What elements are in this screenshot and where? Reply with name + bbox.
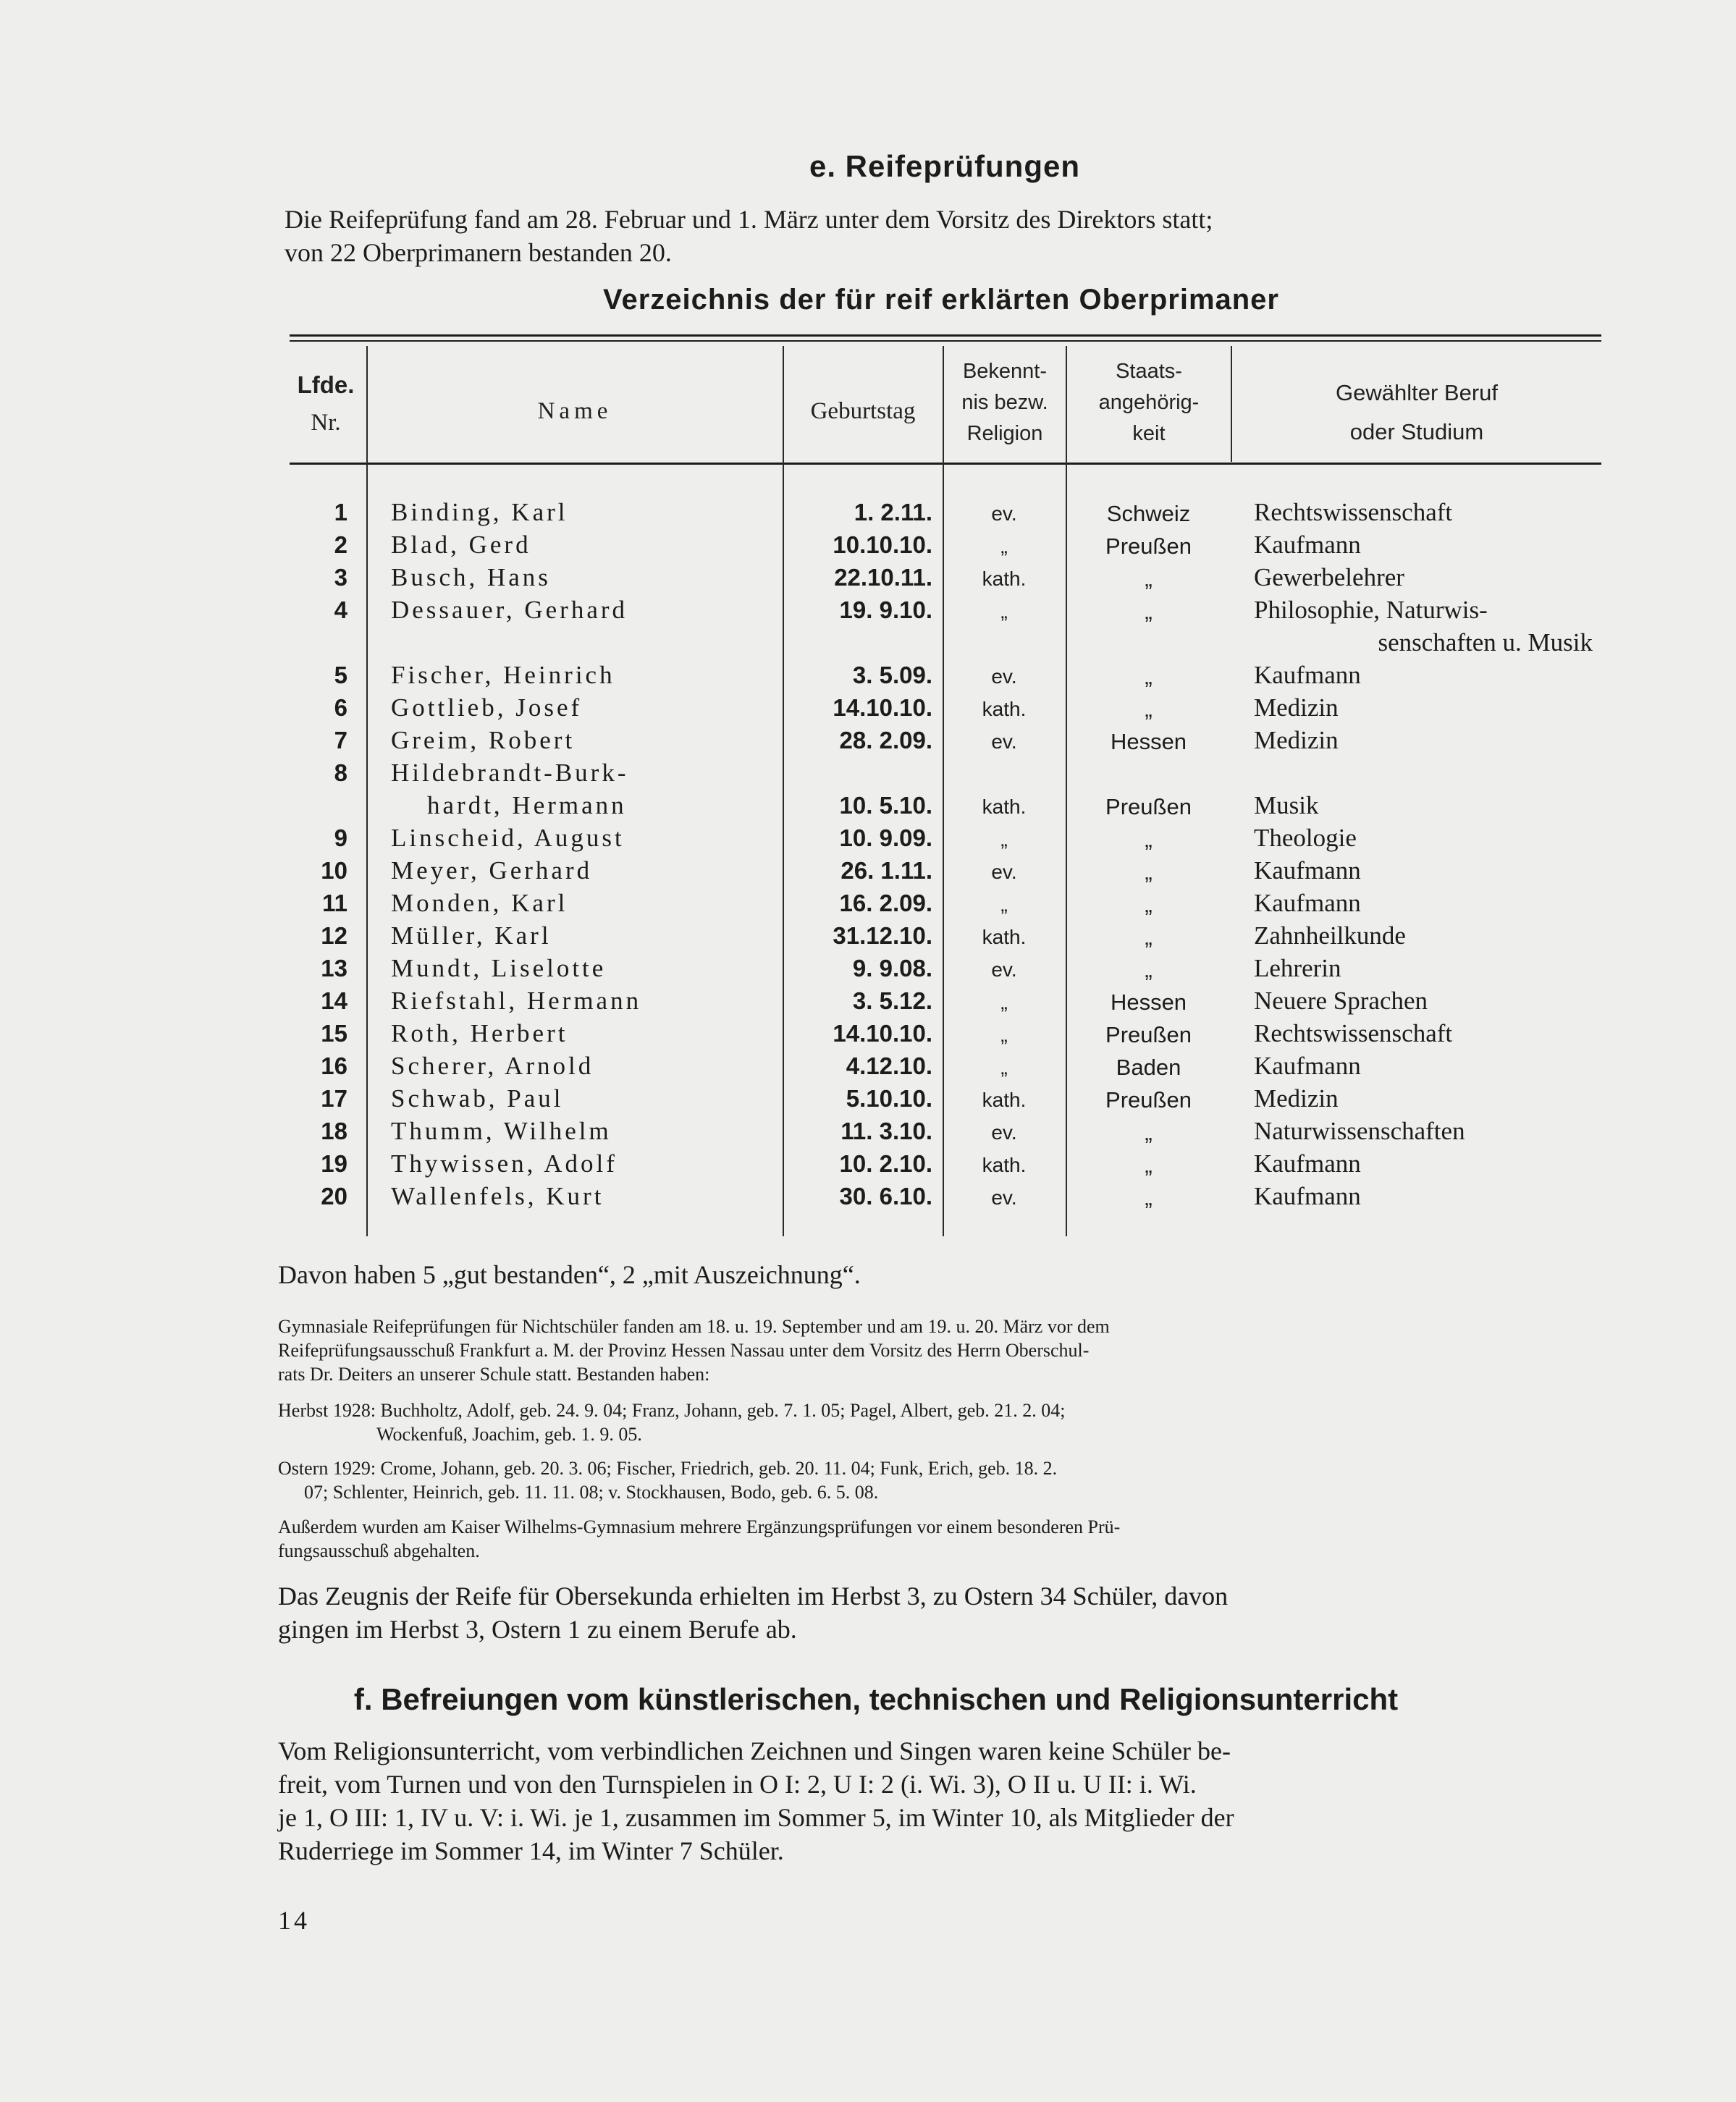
row-name: Schwab, Paul (391, 1084, 564, 1113)
row-number: 16 (321, 1052, 347, 1079)
row-citizenship: Baden (1116, 1055, 1181, 1080)
row-citizenship: „ (1145, 1120, 1153, 1145)
row-citizenship: „ (1145, 566, 1153, 591)
header-citizenship-line2: angehörig- (1098, 391, 1200, 414)
row-number: 15 (321, 1020, 347, 1047)
row-religion: „ (1000, 1023, 1008, 1046)
row-birthday: 10. 9.09. (839, 824, 932, 851)
row-career: Kaufmann (1254, 1052, 1361, 1080)
row-number: 8 (334, 759, 347, 786)
row-name: Roth, Herbert (391, 1019, 568, 1047)
row-religion: ev. (991, 1121, 1017, 1144)
row-name: Binding, Karl (391, 498, 568, 526)
row-name: Monden, Karl (391, 889, 568, 917)
section-f-line-3: je 1, O III: 1, IV u. V: i. Wi. je 1, zusammen im Sommer 5, im Winter 10, als Mitglieder der (278, 1803, 1234, 1832)
obersekunda-line-2: gingen im Herbst 3, Ostern 1 zu einem Berufe ab. (278, 1615, 797, 1644)
row-name: Thywissen, Adolf (391, 1149, 618, 1178)
section-f-heading: f. Befreiungen vom künstlerischen, technischen und Religionsunterricht (353, 1682, 1399, 1716)
row-name: Scherer, Arnold (391, 1052, 594, 1080)
header-name: Name (537, 398, 612, 424)
row-religion: ev. (991, 1186, 1017, 1209)
row-birthday: 31.12.10. (833, 922, 932, 949)
row-birthday: 9. 9.08. (852, 955, 932, 982)
row-citizenship: „ (1145, 1185, 1153, 1210)
header-religion-line2: nis bezw. (961, 391, 1048, 414)
row-citizenship: Schweiz (1106, 501, 1191, 526)
row-citizenship: Preußen (1105, 1022, 1192, 1047)
row-religion: ev. (991, 665, 1017, 688)
row-citizenship: Preußen (1105, 794, 1192, 819)
row-citizenship: „ (1145, 924, 1153, 950)
table-top-rule-thin (290, 340, 1601, 342)
row-name: Dessauer, Gerhard (391, 596, 628, 624)
intro-line-2: von 22 Oberprimanern bestanden 20. (285, 238, 672, 267)
row-career: Kaufmann (1254, 531, 1361, 559)
row-birthday: 10. 2.10. (839, 1150, 932, 1177)
row-birthday: 4.12.10. (846, 1052, 932, 1079)
row-career: Lehrerin (1254, 954, 1341, 982)
intro-line-1: Die Reifeprüfung fand am 28. Februar und 1. März unter dem Vorsitz des Direktors statt; (285, 205, 1213, 234)
row-birthday: 14.10.10. (833, 694, 932, 721)
row-religion: ev. (991, 958, 1017, 981)
row-number: 18 (321, 1118, 347, 1144)
row-number: 4 (334, 596, 347, 623)
row-career: Kaufmann (1254, 1182, 1361, 1210)
row-number: 11 (322, 890, 347, 916)
row-birthday: 11. 3.10. (840, 1118, 932, 1144)
table-header-rule (290, 463, 1601, 465)
row-religion: kath. (982, 698, 1027, 720)
row-career: Kaufmann (1254, 661, 1361, 689)
row-citizenship: „ (1145, 859, 1153, 885)
obersekunda-line-1: Das Zeugnis der Reife für Obersekunda erhielten im Herbst 3, zu Ostern 34 Schüler, davon (278, 1582, 1229, 1611)
row-name: Meyer, Gerhard (391, 856, 593, 885)
row-number: 10 (321, 857, 347, 884)
row-name-continued: hardt, Hermann (427, 791, 627, 819)
row-name: Gottlieb, Josef (391, 693, 583, 722)
row-birthday: 5.10.10. (846, 1085, 932, 1112)
table-top-rule (290, 334, 1601, 337)
row-religion: „ (1000, 535, 1008, 557)
row-religion: „ (1000, 828, 1008, 850)
row-career: Zahnheilkunde (1254, 921, 1406, 950)
row-career: Rechtswissenschaft (1254, 498, 1453, 526)
section-f-line-2: freit, vom Turnen und von den Turnspielen in O I: 2, U I: 2 (i. Wi. 3), O II u. U II: i. Wi. (278, 1770, 1197, 1799)
row-number: 20 (321, 1183, 347, 1210)
row-career: Theologie (1254, 824, 1357, 852)
row-religion: „ (1000, 893, 1008, 916)
row-name: Riefstahl, Hermann (391, 987, 642, 1015)
row-religion: ev. (991, 730, 1017, 753)
row-number: 2 (334, 531, 347, 558)
row-career: Medizin (1254, 1084, 1339, 1113)
note-extra-line-2: fungsausschuß abgehalten. (278, 1540, 480, 1561)
row-career: Philosophie, Naturwis- (1254, 596, 1488, 624)
note-external-line-1: Gymnasiale Reifeprüfungen für Nichtschüler fanden am 18. u. 19. September und am 19. u. 20. März vor dem (278, 1316, 1110, 1337)
row-birthday: 30. 6.10. (839, 1183, 932, 1210)
row-name: Busch, Hans (391, 563, 551, 591)
row-citizenship: „ (1145, 892, 1153, 917)
header-nr (290, 371, 362, 437)
header-career (1232, 373, 1601, 452)
row-number: 17 (321, 1085, 347, 1112)
row-citizenship: Hessen (1110, 989, 1187, 1015)
row-number: 9 (334, 824, 347, 851)
row-religion: kath. (982, 1154, 1027, 1176)
header-citizenship-line1: Staats- (1116, 360, 1182, 383)
row-birthday: 22.10.11. (834, 564, 932, 591)
row-number: 3 (334, 564, 347, 591)
row-birthday: 16. 2.09. (839, 890, 932, 916)
row-religion: ev. (991, 861, 1017, 883)
row-career: Naturwissenschaften (1254, 1117, 1465, 1145)
section-f-line-1: Vom Religionsunterricht, vom verbindlichen Zeichnen und Singen waren keine Schüler be- (278, 1736, 1231, 1765)
row-career-continued: senschaften u. Musik (1378, 628, 1593, 657)
row-name: Wallenfels, Kurt (391, 1182, 604, 1210)
row-number: 12 (321, 922, 347, 949)
row-birthday: 14.10.10. (833, 1020, 932, 1047)
header-religion (944, 356, 1066, 449)
row-citizenship: „ (1145, 827, 1153, 852)
header-career-line1: Gewählter Beruf (1336, 380, 1498, 405)
row-religion: „ (1000, 991, 1008, 1013)
row-number: 5 (334, 662, 347, 688)
row-citizenship: „ (1145, 599, 1153, 624)
row-career: Rechtswissenschaft (1254, 1019, 1453, 1047)
row-birthday: 26. 1.11. (840, 857, 932, 884)
note-ostern-line-1: Ostern 1929: Crome, Johann, geb. 20. 3. 06; Fischer, Friedrich, geb. 20. 11. 04; Funk, Erich, geb. 18. 2. (278, 1458, 1058, 1479)
note-ostern-line-2: 07; Schlenter, Heinrich, geb. 11. 11. 08; v. Stockhausen, Bodo, geb. 6. 5. 08. (304, 1482, 879, 1503)
row-name: Müller, Karl (391, 921, 552, 950)
header-citizenship (1067, 356, 1231, 449)
row-name: Blad, Gerd (391, 531, 531, 559)
row-birthday: 1. 2.11. (854, 499, 932, 526)
row-birthday: 19. 9.10. (839, 596, 932, 623)
row-citizenship: „ (1145, 664, 1153, 689)
row-name: Linscheid, August (391, 824, 625, 852)
row-citizenship: „ (1145, 696, 1153, 722)
header-nr-line1: Lfde. (297, 371, 355, 398)
section-e-heading: e. Reifeprüfungen (809, 149, 1081, 183)
header-citizenship-line3: keit (1132, 422, 1166, 445)
row-name: Hildebrandt-Burk- (391, 759, 629, 787)
header-nr-line2: Nr. (311, 410, 341, 436)
row-number: 1 (334, 499, 347, 526)
section-f-line-4: Ruderriege im Sommer 14, im Winter 7 Schüler. (278, 1836, 784, 1865)
row-career: Medizin (1254, 693, 1339, 722)
row-career: Kaufmann (1254, 889, 1361, 917)
row-career: Kaufmann (1254, 856, 1361, 885)
note-herbst-line-2: Wockenfuß, Joachim, geb. 1. 9. 05. (376, 1424, 642, 1445)
note-herbst-line-1: Herbst 1928: Buchholtz, Adolf, geb. 24. 9. 04; Franz, Johann, geb. 7. 1. 05; Pagel, Albert, geb. 21. 2. 04; (278, 1400, 1066, 1421)
row-citizenship: Preußen (1105, 533, 1192, 559)
row-number: 7 (334, 727, 347, 754)
row-birthday: 3. 5.12. (852, 987, 932, 1014)
row-religion: kath. (982, 567, 1027, 590)
row-career: Neuere Sprachen (1254, 987, 1428, 1015)
row-birthday: 10. 5.10. (839, 792, 932, 819)
row-religion: kath. (982, 795, 1027, 818)
row-number: 6 (334, 694, 347, 721)
page-number: 14 (278, 1906, 310, 1935)
row-birthday: 10.10.10. (833, 531, 932, 558)
row-name: Thumm, Wilhelm (391, 1117, 612, 1145)
header-career-line2: oder Studium (1349, 419, 1484, 444)
row-name: Greim, Robert (391, 726, 576, 754)
row-religion: ev. (991, 502, 1017, 525)
row-career: Medizin (1254, 726, 1339, 754)
row-birthday: 3. 5.09. (852, 662, 932, 688)
row-citizenship: „ (1145, 1152, 1153, 1178)
header-religion-line3: Religion (966, 422, 1043, 445)
row-religion: „ (1000, 1056, 1008, 1079)
row-religion: kath. (982, 926, 1027, 948)
list-title: Verzeichnis der für reif erklärten Oberprimaner (602, 284, 1279, 316)
column-divider (366, 346, 368, 1236)
row-career: Gewerbelehrer (1254, 563, 1404, 591)
row-name: Fischer, Heinrich (391, 661, 615, 689)
summary-text: Davon haben 5 „gut bestanden“, 2 „mit Auszeichnung“. (278, 1260, 861, 1289)
row-career: Kaufmann (1254, 1149, 1361, 1178)
header-birthday: Geburtstag (810, 398, 916, 424)
row-career: Musik (1254, 791, 1319, 819)
row-religion: „ (1000, 600, 1008, 622)
row-name: Mundt, Liselotte (391, 954, 607, 982)
row-citizenship: Preußen (1105, 1087, 1192, 1113)
row-number: 14 (321, 987, 347, 1014)
note-extra-line-1: Außerdem wurden am Kaiser Wilhelms-Gymnasium mehrere Ergänzungsprüfungen vor einem besonderen Prü- (278, 1516, 1121, 1537)
row-number: 19 (321, 1150, 347, 1177)
row-citizenship: Hessen (1110, 729, 1187, 754)
row-birthday: 28. 2.09. (839, 727, 932, 754)
row-citizenship: „ (1145, 957, 1153, 982)
note-external-line-3: rats Dr. Deiters an unserer Schule statt. Bestanden haben: (278, 1364, 710, 1385)
row-religion: kath. (982, 1089, 1027, 1111)
note-external-line-2: Reifeprüfungsausschuß Frankfurt a. M. der Provinz Hessen Nassau unter dem Vorsitz des Herrn Oberschul- (278, 1340, 1090, 1361)
row-number: 13 (321, 955, 347, 982)
header-religion-line1: Bekennt- (962, 360, 1048, 383)
